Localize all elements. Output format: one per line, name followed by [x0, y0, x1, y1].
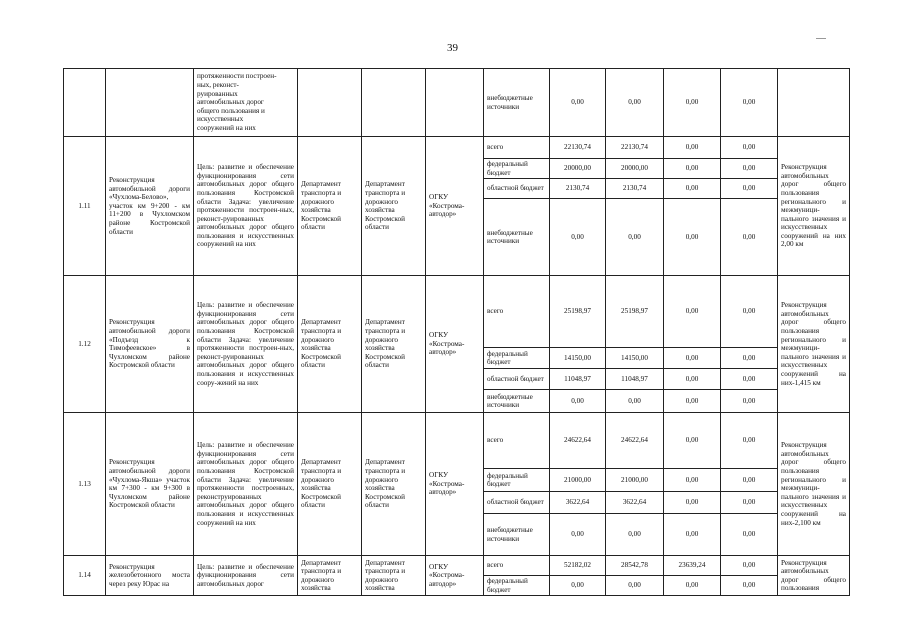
funding-source: всего — [484, 276, 550, 348]
scan-mark — [816, 38, 826, 39]
amount-cell: 0,00 — [550, 514, 606, 556]
amount-cell: 0,00 — [664, 69, 721, 137]
amount-cell: 0,00 — [664, 413, 721, 469]
expected-result: Реконструкция автомобильных дорог общего пользования регионального и межмуници-пального значения и искусственных сооружений на них-1,415 км — [778, 276, 850, 413]
measure-name: Реконструкция автомобильной дороги «Чухлома-Белово», участок км 9+200 - км 11+200 в Чухломском районе Костромской области — [106, 137, 194, 276]
funding-source: областной бюджет — [484, 369, 550, 390]
amount-cell: 0,00 — [721, 369, 778, 390]
funding-source: внебюджетные источники — [484, 69, 550, 137]
amount-cell: 0,00 — [721, 556, 778, 576]
amount-cell: 25198,97 — [550, 276, 606, 348]
table-row — [64, 137, 850, 159]
goal-task: Цель: развитие и обеспечение функционирования сети автомобильных дорог общего пользования Костромской области Задача: увеличение протяженности построенных, реконструированных автомобильных дорог общего пользования и искусственных сооружений на них — [194, 413, 298, 556]
amount-cell: 0,00 — [664, 348, 721, 369]
expected-result — [778, 69, 850, 137]
amount-cell: 20000,00 — [606, 159, 664, 179]
amount-cell: 0,00 — [664, 492, 721, 514]
amount-cell: 0,00 — [721, 576, 778, 596]
amount-cell: 0,00 — [721, 413, 778, 469]
amount-cell: 2130,74 — [550, 179, 606, 199]
executor: ОГКУ «Кострома-автодор» — [426, 276, 484, 413]
customer-department: Департамент транспорта и дорожного хозяйства — [298, 556, 362, 596]
page-number: 39 — [447, 42, 458, 54]
amount-cell: 28542,78 — [606, 556, 664, 576]
amount-cell: 0,00 — [550, 69, 606, 137]
amount-cell: 2130,74 — [606, 179, 664, 199]
funding-source: внебюджетные источники — [484, 199, 550, 276]
customer-department: Департамент транспорта и дорожного хозяйства Костромской области — [298, 276, 362, 413]
amount-cell: 0,00 — [664, 390, 721, 413]
amount-cell: 0,00 — [606, 576, 664, 596]
amount-cell: 0,00 — [664, 576, 721, 596]
amount-cell: 0,00 — [664, 369, 721, 390]
amount-cell: 21000,00 — [550, 469, 606, 492]
funding-source: федеральный бюджет — [484, 159, 550, 179]
amount-cell: 0,00 — [664, 514, 721, 556]
item-number: 1.11 — [64, 137, 106, 276]
responsible-department: Департамент транспорта и дорожного хозяйства Костромской области — [362, 137, 426, 276]
amount-cell: 3622,64 — [550, 492, 606, 514]
goal-task: Цель: развитие и обеспечение функционирования сети автомобильных дорог — [194, 556, 298, 596]
funding-source: всего — [484, 137, 550, 159]
amount-cell: 0,00 — [550, 199, 606, 276]
amount-cell: 0,00 — [550, 576, 606, 596]
funding-source: внебюджетные источники — [484, 514, 550, 556]
amount-cell: 14150,00 — [606, 348, 664, 369]
customer-department: Департамент транспорта и дорожного хозяйства Костромской области — [298, 137, 362, 276]
funding-source: федеральный бюджет — [484, 469, 550, 492]
amount-cell: 20000,00 — [550, 159, 606, 179]
measure-name: Реконструкция автомобильной дороги «Чухлома-Якша» участок км 7+300 - км 9+300 в Чухломском районе Костромской области — [106, 413, 194, 556]
amount-cell: 21000,00 — [606, 469, 664, 492]
item-number: 1.13 — [64, 413, 106, 556]
amount-cell: 24622,64 — [550, 413, 606, 469]
amount-cell: 52182,02 — [550, 556, 606, 576]
item-number: 1.12 — [64, 276, 106, 413]
program-table — [63, 68, 850, 596]
amount-cell: 0,00 — [721, 469, 778, 492]
goal-task: Цель: развитие и обеспечение функционирования сети автомобильных дорог общего пользования Костромской области Задача: увеличение протяженности построен-ных, реконст-руированных автомобильных дорог общего пользования и искусственных сооружений на них — [194, 137, 298, 276]
amount-cell: 0,00 — [606, 199, 664, 276]
expected-result: Реконструкция автомобильных дорог общего пользования регионального и межмуници-пального значения и искусственных сооружений на них-2,100 км — [778, 413, 850, 556]
funding-source: областной бюджет — [484, 179, 550, 199]
goal-task: протяженности построен- ных, реконст- руированных автомобильных дорог общего пользования и искусственных сооружений на них — [194, 69, 298, 137]
funding-source: федеральный бюджет — [484, 576, 550, 596]
amount-cell: 0,00 — [550, 390, 606, 413]
goal-task: Цель: развитие и обеспечение функционирования сети автомобильных дорог общего пользования Костромской области Задача: увеличение протяженности построен-ных, реконст-руированных автомобильных дорог общего пользования и искусственных соору-жений на них — [194, 276, 298, 413]
amount-cell: 0,00 — [606, 514, 664, 556]
amount-cell: 0,00 — [721, 179, 778, 199]
amount-cell: 11048,97 — [550, 369, 606, 390]
expected-result: Реконструкция автомобильных дорог общего пользования регионального и межмуници-пального значения и искусственных сооружений на них 2,00 км — [778, 137, 850, 276]
table-row — [64, 556, 850, 576]
customer-department: Департамент транспорта и дорожного хозяйства Костромской области — [298, 413, 362, 556]
amount-cell: 0,00 — [721, 159, 778, 179]
amount-cell: 23639,24 — [664, 556, 721, 576]
table-row — [64, 413, 850, 469]
measure-name — [106, 69, 194, 137]
executor — [426, 69, 484, 137]
responsible-department: Департамент транспорта и дорожного хозяйства Костромской области — [362, 413, 426, 556]
amount-cell: 0,00 — [721, 390, 778, 413]
table-row — [64, 276, 850, 348]
amount-cell: 0,00 — [721, 69, 778, 137]
amount-cell: 0,00 — [721, 137, 778, 159]
amount-cell: 24622,64 — [606, 413, 664, 469]
amount-cell: 0,00 — [721, 514, 778, 556]
executor: ОГКУ «Кострома-автодор» — [426, 413, 484, 556]
executor: ОГКУ «Кострома-автодор» — [426, 137, 484, 276]
expected-result: Реконструкция автомобильных дорог общего пользования — [778, 556, 850, 596]
amount-cell: 0,00 — [721, 199, 778, 276]
amount-cell: 0,00 — [664, 179, 721, 199]
responsible-department: Департамент транспорта и дорожного хозяйства Костромской области — [362, 276, 426, 413]
funding-source: областной бюджет — [484, 492, 550, 514]
amount-cell: 0,00 — [664, 137, 721, 159]
funding-source: федеральный бюджет — [484, 348, 550, 369]
amount-cell: 22130,74 — [606, 137, 664, 159]
amount-cell: 14150,00 — [550, 348, 606, 369]
amount-cell: 0,00 — [664, 159, 721, 179]
responsible-department — [362, 69, 426, 137]
funding-source: всего — [484, 556, 550, 576]
measure-name: Реконструкция железобетонного моста через реку Юрас на — [106, 556, 194, 596]
item-number — [64, 69, 106, 137]
amount-cell: 22130,74 — [550, 137, 606, 159]
amount-cell: 0,00 — [606, 69, 664, 137]
amount-cell: 0,00 — [721, 348, 778, 369]
item-number: 1.14 — [64, 556, 106, 596]
responsible-department: Департамент транспорта и дорожного хозяйства — [362, 556, 426, 596]
amount-cell: 25198,97 — [606, 276, 664, 348]
amount-cell: 0,00 — [721, 492, 778, 514]
funding-source: внебюджетные источники — [484, 390, 550, 413]
executor: ОГКУ «Кострома-автодор» — [426, 556, 484, 596]
amount-cell: 0,00 — [664, 276, 721, 348]
amount-cell: 0,00 — [721, 276, 778, 348]
amount-cell: 0,00 — [664, 199, 721, 276]
customer-department — [298, 69, 362, 137]
amount-cell: 0,00 — [606, 390, 664, 413]
measure-name: Реконструкция автомобильной дороги «Подъезд к Тимофеевское» в Чухломском районе Костромской области — [106, 276, 194, 413]
amount-cell: 11048,97 — [606, 369, 664, 390]
amount-cell: 3622,64 — [606, 492, 664, 514]
amount-cell: 0,00 — [664, 469, 721, 492]
table-row — [64, 69, 850, 137]
funding-source: всего — [484, 413, 550, 469]
